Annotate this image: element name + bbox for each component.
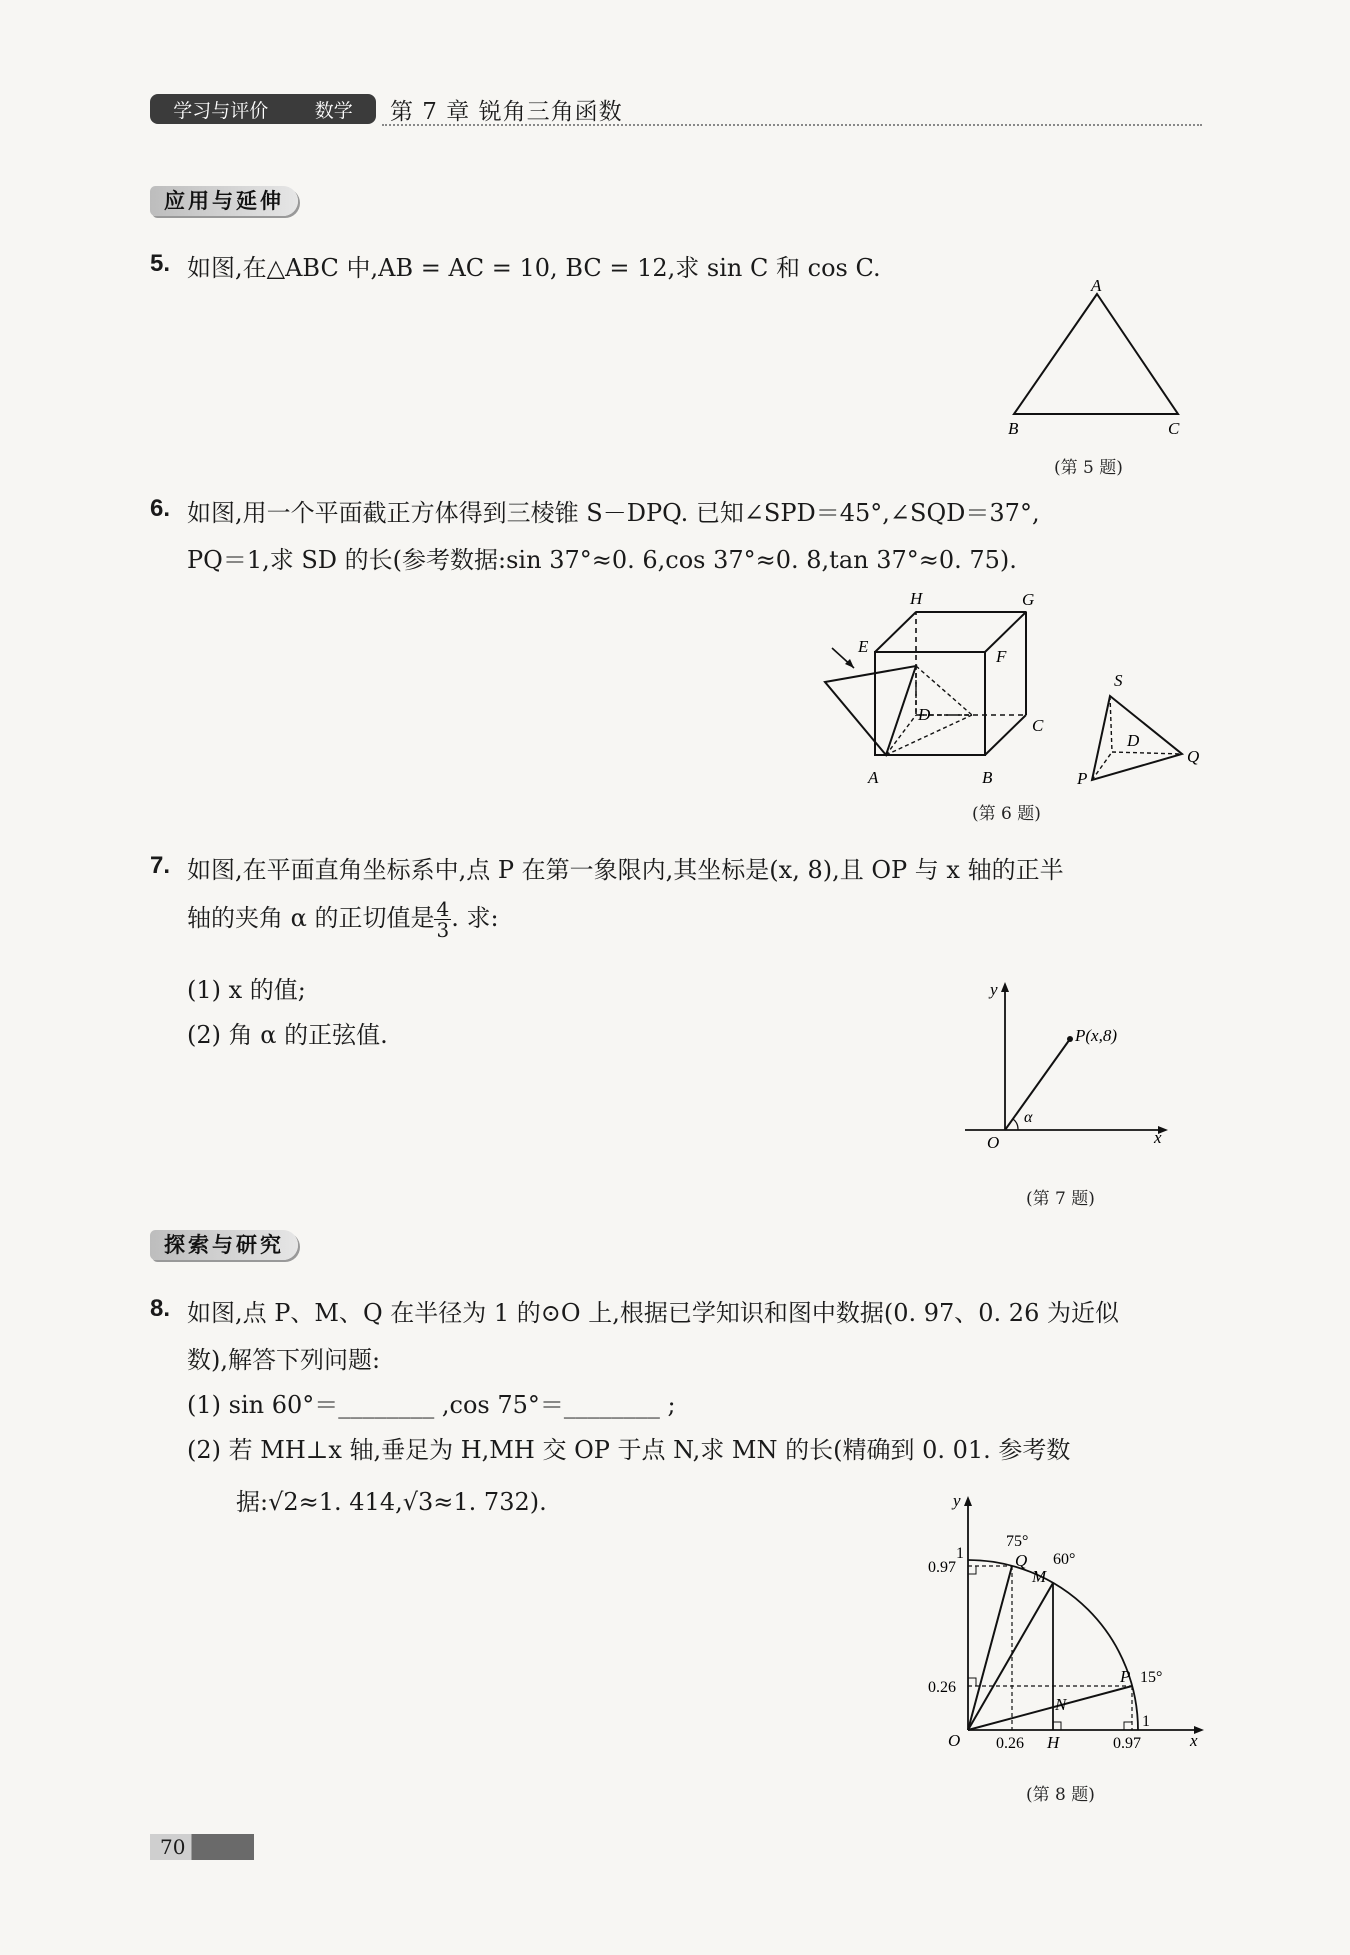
header-rule [382, 124, 1202, 126]
svg-text:0.26: 0.26 [996, 1735, 1024, 1752]
svg-text:E: E [858, 637, 869, 656]
svg-text:O: O [948, 1731, 961, 1750]
q6-line2: PQ＝1,求 SD 的长(参考数据:sin 37°≈0. 6,cos 37°≈0. 8,tan 37°≈0. 75). [187, 546, 1017, 574]
svg-text:H: H [910, 589, 923, 608]
q6-pyramid-figure [1070, 668, 1210, 788]
header-badge [150, 94, 376, 124]
svg-text:D: D [918, 705, 931, 724]
svg-text:75°: 75° [1006, 1533, 1029, 1550]
section-tag-apply: 应用与延伸 [150, 186, 298, 216]
svg-text:F: F [996, 647, 1007, 666]
q6-line1: 如图,用一个平面截正方体得到三棱锥 S－DPQ. 已知∠SPD＝45°,∠SQD＝37°, [187, 499, 1040, 527]
triangle-abc [1014, 294, 1178, 414]
q8-line1: 如图,点 P、M、Q 在半径为 1 的⊙O 上,根据已学知识和图中数据(0. 97、0. 26 为近似 [187, 1299, 1119, 1327]
svg-text:P: P [1120, 1667, 1131, 1686]
svg-text:60°: 60° [1053, 1551, 1076, 1568]
svg-text:α: α [1024, 1109, 1033, 1126]
svg-text:1: 1 [956, 1545, 964, 1562]
q8-line2: 数),解答下列问题: [187, 1346, 381, 1374]
svg-text:P: P [1077, 769, 1088, 788]
svg-text:x: x [1154, 1128, 1162, 1147]
q5-figure [1000, 278, 1200, 448]
label-c: C [1168, 419, 1180, 438]
q8-sub1: (1) sin 60°＝________ ,cos 75°＝________ ; [187, 1391, 676, 1419]
svg-text:C: C [1032, 716, 1044, 735]
svg-text:P(x,8): P(x,8) [1075, 1026, 1118, 1045]
q8-sub2: (2) 若 MH⊥x 轴,垂足为 H,MH 交 OP 于点 N,求 MN 的长(精确到 0. 01. 参考数 [187, 1436, 1071, 1464]
q8-caption: (第 8 题) [1026, 1785, 1095, 1805]
tan-fraction: $\frac{4}{3}$ [436, 897, 450, 942]
chapter-title: 第 7 章 锐角三角函数 [390, 99, 623, 125]
badge-subject: 数学 [314, 99, 353, 122]
svg-text:O: O [987, 1133, 1000, 1152]
page-number-block [150, 1834, 254, 1860]
svg-text:B: B [982, 768, 993, 787]
label-b: B [1008, 419, 1019, 438]
section-tag-explore: 探索与研究 [150, 1230, 298, 1260]
svg-text:H: H [1047, 1733, 1060, 1752]
q7-line1: 如图,在平面直角坐标系中,点 P 在第一象限内,其坐标是(x, 8),且 OP 与 x 轴的正半 [187, 856, 1064, 884]
svg-text:M: M [1032, 1567, 1047, 1586]
svg-text:Q: Q [1187, 747, 1200, 766]
svg-text:y: y [953, 1491, 961, 1510]
q7-caption: (第 7 题) [1026, 1189, 1095, 1209]
q7-line2: 轴的夹角 α 的正切值是 $\frac{4}{3}$ . 求: [187, 897, 499, 942]
q8-sub2b: 据:√2≈1. 414,√3≈1. 732). [236, 1488, 547, 1516]
cut-plane [825, 666, 916, 755]
svg-text:y: y [990, 980, 998, 999]
q7-figure [960, 980, 1180, 1160]
svg-text:S: S [1114, 671, 1123, 690]
svg-text:0.97: 0.97 [1113, 1735, 1141, 1752]
svg-text:Q: Q [1015, 1551, 1028, 1570]
svg-text:1: 1 [1142, 1713, 1150, 1730]
svg-text:G: G [1022, 590, 1035, 609]
q8-figure [920, 1490, 1210, 1760]
q5-caption: (第 5 题) [1054, 458, 1123, 478]
q5-text: 如图,在△ABC 中,AB = AC = 10, BC = 12,求 sin C 和 cos C. [187, 254, 881, 282]
svg-text:D: D [1127, 731, 1140, 750]
page-number: 70 [160, 1835, 186, 1859]
q6-cube-figure [820, 590, 1070, 800]
q7-number: 7. [150, 852, 171, 879]
label-a: A [1091, 276, 1102, 295]
svg-text:x: x [1190, 1731, 1198, 1750]
svg-text:0.97: 0.97 [928, 1559, 956, 1576]
svg-text:N: N [1055, 1695, 1067, 1714]
svg-text:0.26: 0.26 [928, 1679, 956, 1696]
q5-number: 5. [150, 250, 171, 277]
q6-number: 6. [150, 495, 171, 522]
svg-text:A: A [868, 768, 879, 787]
badge-book-title: 学习与评价 [173, 99, 269, 122]
svg-text:15°: 15° [1140, 1669, 1163, 1686]
q7-sub2: (2) 角 α 的正弦值. [187, 1021, 388, 1049]
q7-sub1: (1) x 的值; [187, 976, 306, 1004]
q8-number: 8. [150, 1295, 171, 1322]
q6-caption: (第 6 题) [972, 804, 1041, 824]
